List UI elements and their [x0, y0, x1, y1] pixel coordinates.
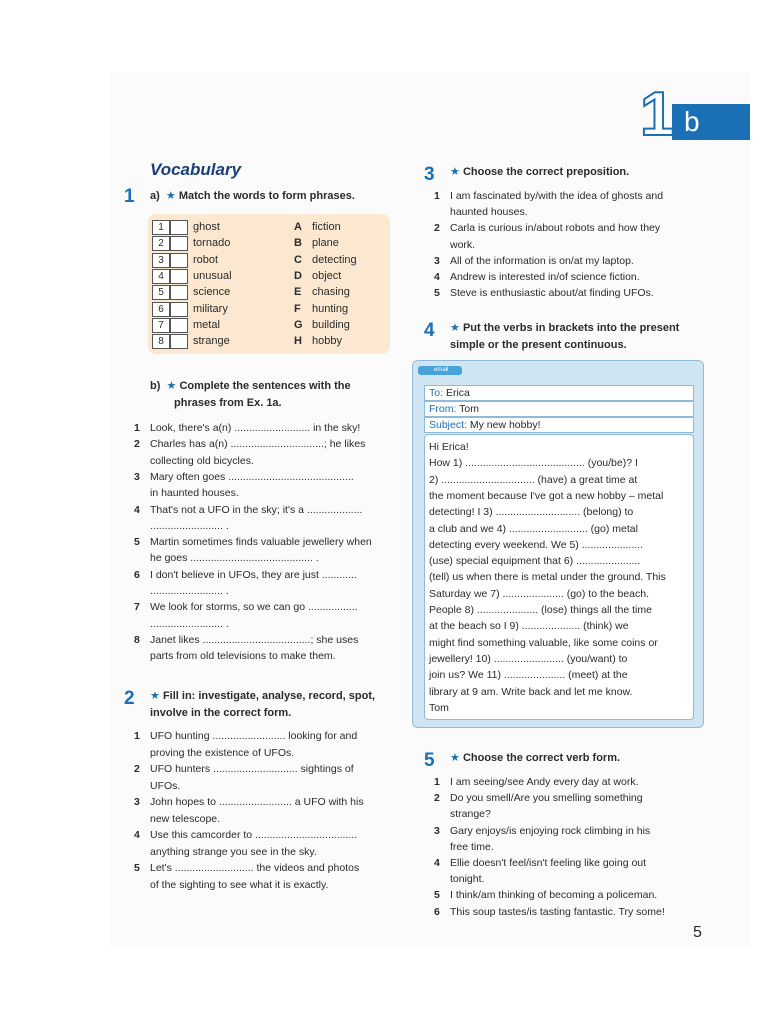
exercise-line: Andrew is interested in/of science fiction. [450, 271, 640, 283]
exercise-line: ......................... . [150, 617, 229, 630]
line-number: 4 [134, 829, 140, 841]
exercise-line: Ellie doesn't feel/isn't feeling like going out [450, 857, 647, 869]
line-number: 6 [134, 568, 140, 581]
exercise-line: tonight. [450, 873, 485, 886]
exercise-2-number: 2 [124, 688, 135, 709]
match-answer-box [170, 302, 188, 317]
match-right-letter: G [294, 318, 303, 331]
match-number-box: 7 [152, 318, 170, 333]
match-left-word: military [193, 302, 228, 315]
exercise-line: strange? [450, 808, 491, 821]
exercise-line: of the sighting to see what it is exactly. [150, 878, 329, 891]
exercise-4-instruction-line-2: simple or the present continuous. [450, 339, 627, 351]
match-number-box: 8 [152, 334, 170, 349]
exercise-line: he goes .......................................... . [150, 552, 319, 565]
email-body-line: Tom [429, 701, 449, 714]
match-number-box: 1 [152, 220, 170, 235]
email-body-line: a club and we 4) ........................... (go) metal [429, 522, 638, 535]
match-left-word: metal [193, 318, 220, 331]
email-body-line: the moment because I've got a new hobby – metal [429, 489, 664, 502]
match-right-word: hobby [312, 335, 342, 348]
match-answer-box [170, 334, 188, 349]
email-body-line: People 8) ..................... (lose) things all the time [429, 604, 652, 616]
line-number: 1 [134, 730, 140, 742]
exercise-2-instruction-line-2: involve in the correct form. [150, 707, 292, 719]
email-body-line: (tell) us when there is metal under the ground. This [429, 571, 666, 584]
exercise-2-instruction-line-1: Fill in: investigate, analyse, record, spot, [162, 690, 376, 702]
star-icon: ★ [166, 380, 177, 392]
email-body-line: jewellery! 10) ........................ (you/want) to [429, 652, 628, 665]
unit-letter: b [684, 106, 700, 137]
exercise-line: Carla is curious in/about robots and how they [450, 222, 661, 235]
match-right-word: hunting [312, 302, 349, 315]
line-number: 4 [434, 271, 440, 283]
email-to-field [424, 385, 694, 401]
email-body-line: detecting every weekend. We 5) ..................... [429, 538, 643, 551]
exercise-3-heading [450, 164, 629, 180]
star-icon: ★ [450, 166, 460, 178]
exercise-line: Gary enjoys/is enjoying rock climbing in his [450, 824, 651, 837]
line-number: 3 [134, 796, 140, 808]
exercise-line: collecting old bicycles. [150, 454, 254, 467]
exercise-line: ......................... . [150, 585, 229, 597]
email-body-line: library at 9 am. Write back and let me know. [429, 685, 633, 698]
exercise-1b-heading [150, 378, 351, 394]
email-body-line: detecting! I 3) ............................. (belong) to [429, 506, 634, 519]
exercise-3-instruction: Choose the correct preposition. [462, 166, 630, 178]
email-body-line: (use) special equipment that 6) ...................... [429, 555, 641, 568]
exercise-line: Let's ........................... the videos and photos [150, 862, 360, 874]
email-body-line: Saturday we 7) ..................... (go) to the beach. [429, 587, 650, 600]
match-right-letter: E [294, 286, 302, 299]
match-left-word: ghost [193, 221, 220, 233]
exercise-line: Mary often goes ........................................... [150, 470, 354, 483]
exercise-line: Use this camcorder to ................................... [150, 829, 358, 841]
exercise-line: Do you smell/Are you smelling something [450, 792, 643, 805]
line-number: 3 [134, 470, 140, 483]
line-number: 7 [134, 601, 140, 614]
line-number: 1 [134, 422, 140, 434]
exercise-line: ......................... . [150, 519, 229, 532]
match-number-box: 5 [152, 285, 170, 300]
match-right-letter: D [294, 269, 302, 282]
match-right-word: object [312, 269, 342, 282]
exercise-line: new telescope. [150, 812, 221, 825]
line-number: 2 [134, 438, 140, 451]
exercise-5-heading [450, 750, 620, 766]
match-number-box: 2 [152, 236, 170, 251]
exercise-line: Janet likes .....................................; she uses [150, 633, 359, 646]
match-right-letter: F [294, 302, 301, 315]
email-body-line: might find something valuable, like some coins or [429, 636, 658, 649]
email-to-label: To: [429, 387, 444, 399]
star-icon: ★ [450, 322, 460, 334]
exercise-3-number: 3 [424, 164, 435, 185]
exercise-line: This soup tastes/is tasting fantastic. Try some! [450, 905, 665, 918]
match-left-word: unusual [193, 269, 232, 282]
match-left-word: tornado [193, 237, 231, 250]
line-number: 3 [434, 824, 440, 837]
match-answer-box [170, 285, 188, 300]
email-tab [418, 366, 462, 375]
exercise-line: haunted houses. [450, 206, 528, 219]
email-body-line: 2) ................................ (have) a great time at [429, 473, 638, 486]
match-right-letter: C [294, 253, 302, 266]
matching-box [148, 214, 390, 354]
match-right-word: chasing [312, 286, 350, 299]
exercise-line: We look for storms, so we can go ................. [150, 601, 358, 614]
line-number: 2 [434, 222, 440, 235]
line-number: 4 [134, 503, 140, 516]
exercise-5-number: 5 [424, 750, 435, 771]
exercise-line: All of the information is on/at my laptop. [450, 254, 634, 267]
line-number: 5 [134, 862, 140, 874]
exercise-1b-instruction-line-1: Complete the sentences with the [179, 380, 351, 392]
exercise-line: That's not a UFO in the sky; it's a ................... [150, 503, 363, 516]
line-number: 5 [434, 889, 440, 902]
exercise-line: UFOs. [150, 779, 181, 792]
match-right-letter: B [294, 237, 302, 250]
line-number: 5 [434, 287, 440, 300]
match-number-box: 6 [152, 302, 170, 317]
exercise-line: Martin sometimes finds valuable jewellery when [150, 536, 372, 549]
exercise-4-instruction-line-1: Put the verbs in brackets into the present [462, 322, 680, 334]
exercise-line: UFO hunting ......................... looking for and [150, 730, 358, 742]
exercise-1a-label: a) [150, 190, 160, 202]
page-number: 5 [693, 924, 702, 941]
email-to-value: Erica [445, 387, 470, 399]
exercise-line: work. [450, 238, 476, 251]
exercise-4-heading [450, 320, 679, 336]
line-number: 1 [434, 190, 440, 202]
email-from-label: From: [429, 403, 457, 415]
match-answer-box [170, 318, 188, 333]
exercise-1b-instruction-line-2: phrases from Ex. 1a. [174, 397, 282, 409]
unit-number: 1 [640, 80, 675, 149]
match-left-word: robot [193, 253, 219, 266]
exercise-line: in haunted houses. [150, 487, 239, 500]
match-number-box: 3 [152, 253, 170, 268]
email-from-value: Tom [459, 403, 479, 415]
line-number: 8 [134, 633, 140, 646]
exercise-line: Look, there's a(n) .......................... in the sky! [150, 422, 361, 434]
line-number: 6 [434, 905, 440, 918]
line-number: 1 [434, 776, 440, 788]
email-tab-label: email [434, 367, 449, 373]
match-number-box: 4 [152, 269, 170, 284]
match-right-word: detecting [312, 253, 357, 266]
email-body-line: join us? We 11) ..................... (meet) at the [429, 669, 628, 682]
line-number: 2 [434, 792, 440, 805]
exercise-1b-label: b) [150, 380, 161, 392]
exercise-1a-heading [150, 188, 355, 204]
match-right-word: plane [312, 237, 339, 250]
match-right-letter: A [294, 221, 302, 233]
line-number: 2 [134, 763, 140, 775]
exercise-4-number: 4 [424, 320, 435, 341]
email-body-line: How 1) ......................................... (you/be)? I [429, 457, 638, 470]
exercise-line: proving the existence of UFOs. [150, 746, 295, 759]
exercise-line: I don't believe in UFOs, they are just ............ [150, 568, 357, 581]
exercise-line: Steve is enthusiastic about/at finding UFOs. [450, 287, 654, 300]
exercise-line: anything strange you see in the sky. [150, 845, 317, 858]
exercise-line: I am fascinated by/with the idea of ghosts and [450, 190, 664, 202]
exercise-2-heading [150, 688, 375, 704]
match-right-letter: H [294, 335, 302, 348]
star-icon: ★ [165, 190, 176, 202]
star-icon: ★ [450, 752, 460, 764]
line-number: 3 [434, 254, 440, 267]
match-answer-box [170, 236, 188, 251]
exercise-line: I think/am thinking of becoming a policeman. [450, 889, 658, 902]
star-icon: ★ [150, 690, 160, 702]
exercise-line: free time. [450, 840, 494, 853]
exercise-line: Charles has a(n) ................................; he likes [150, 438, 366, 451]
exercise-1a-instruction: Match the words to form phrases. [178, 190, 355, 202]
match-answer-box [170, 269, 188, 284]
match-answer-box [170, 253, 188, 268]
email-from-field [424, 401, 694, 417]
exercise-1-number: 1 [124, 186, 135, 207]
email-subject-value: My new hobby! [469, 419, 541, 431]
line-number: 4 [434, 857, 440, 869]
email-body-line: at the beach so I 9) .................... (think) we [429, 620, 629, 633]
section-title: Vocabulary [150, 160, 242, 179]
email-subject-label: Subject: [429, 419, 467, 431]
exercise-5-instruction: Choose the correct verb form. [462, 752, 621, 764]
email-body-line: Hi Erica! [429, 441, 469, 453]
exercise-line: UFO hunters ............................. sightings of [150, 763, 354, 775]
line-number: 5 [134, 536, 140, 549]
exercise-line: John hopes to ......................... a UFO with his [150, 796, 364, 808]
exercise-line: I am seeing/see Andy every day at work. [450, 776, 639, 788]
match-right-word: building [312, 318, 350, 331]
match-answer-box [170, 220, 188, 235]
email-subject-field [424, 417, 694, 433]
match-left-word: science [193, 286, 231, 299]
exercise-line: parts from old televisions to make them. [150, 650, 336, 663]
match-right-word: fiction [312, 221, 341, 233]
match-left-word: strange [193, 335, 230, 348]
